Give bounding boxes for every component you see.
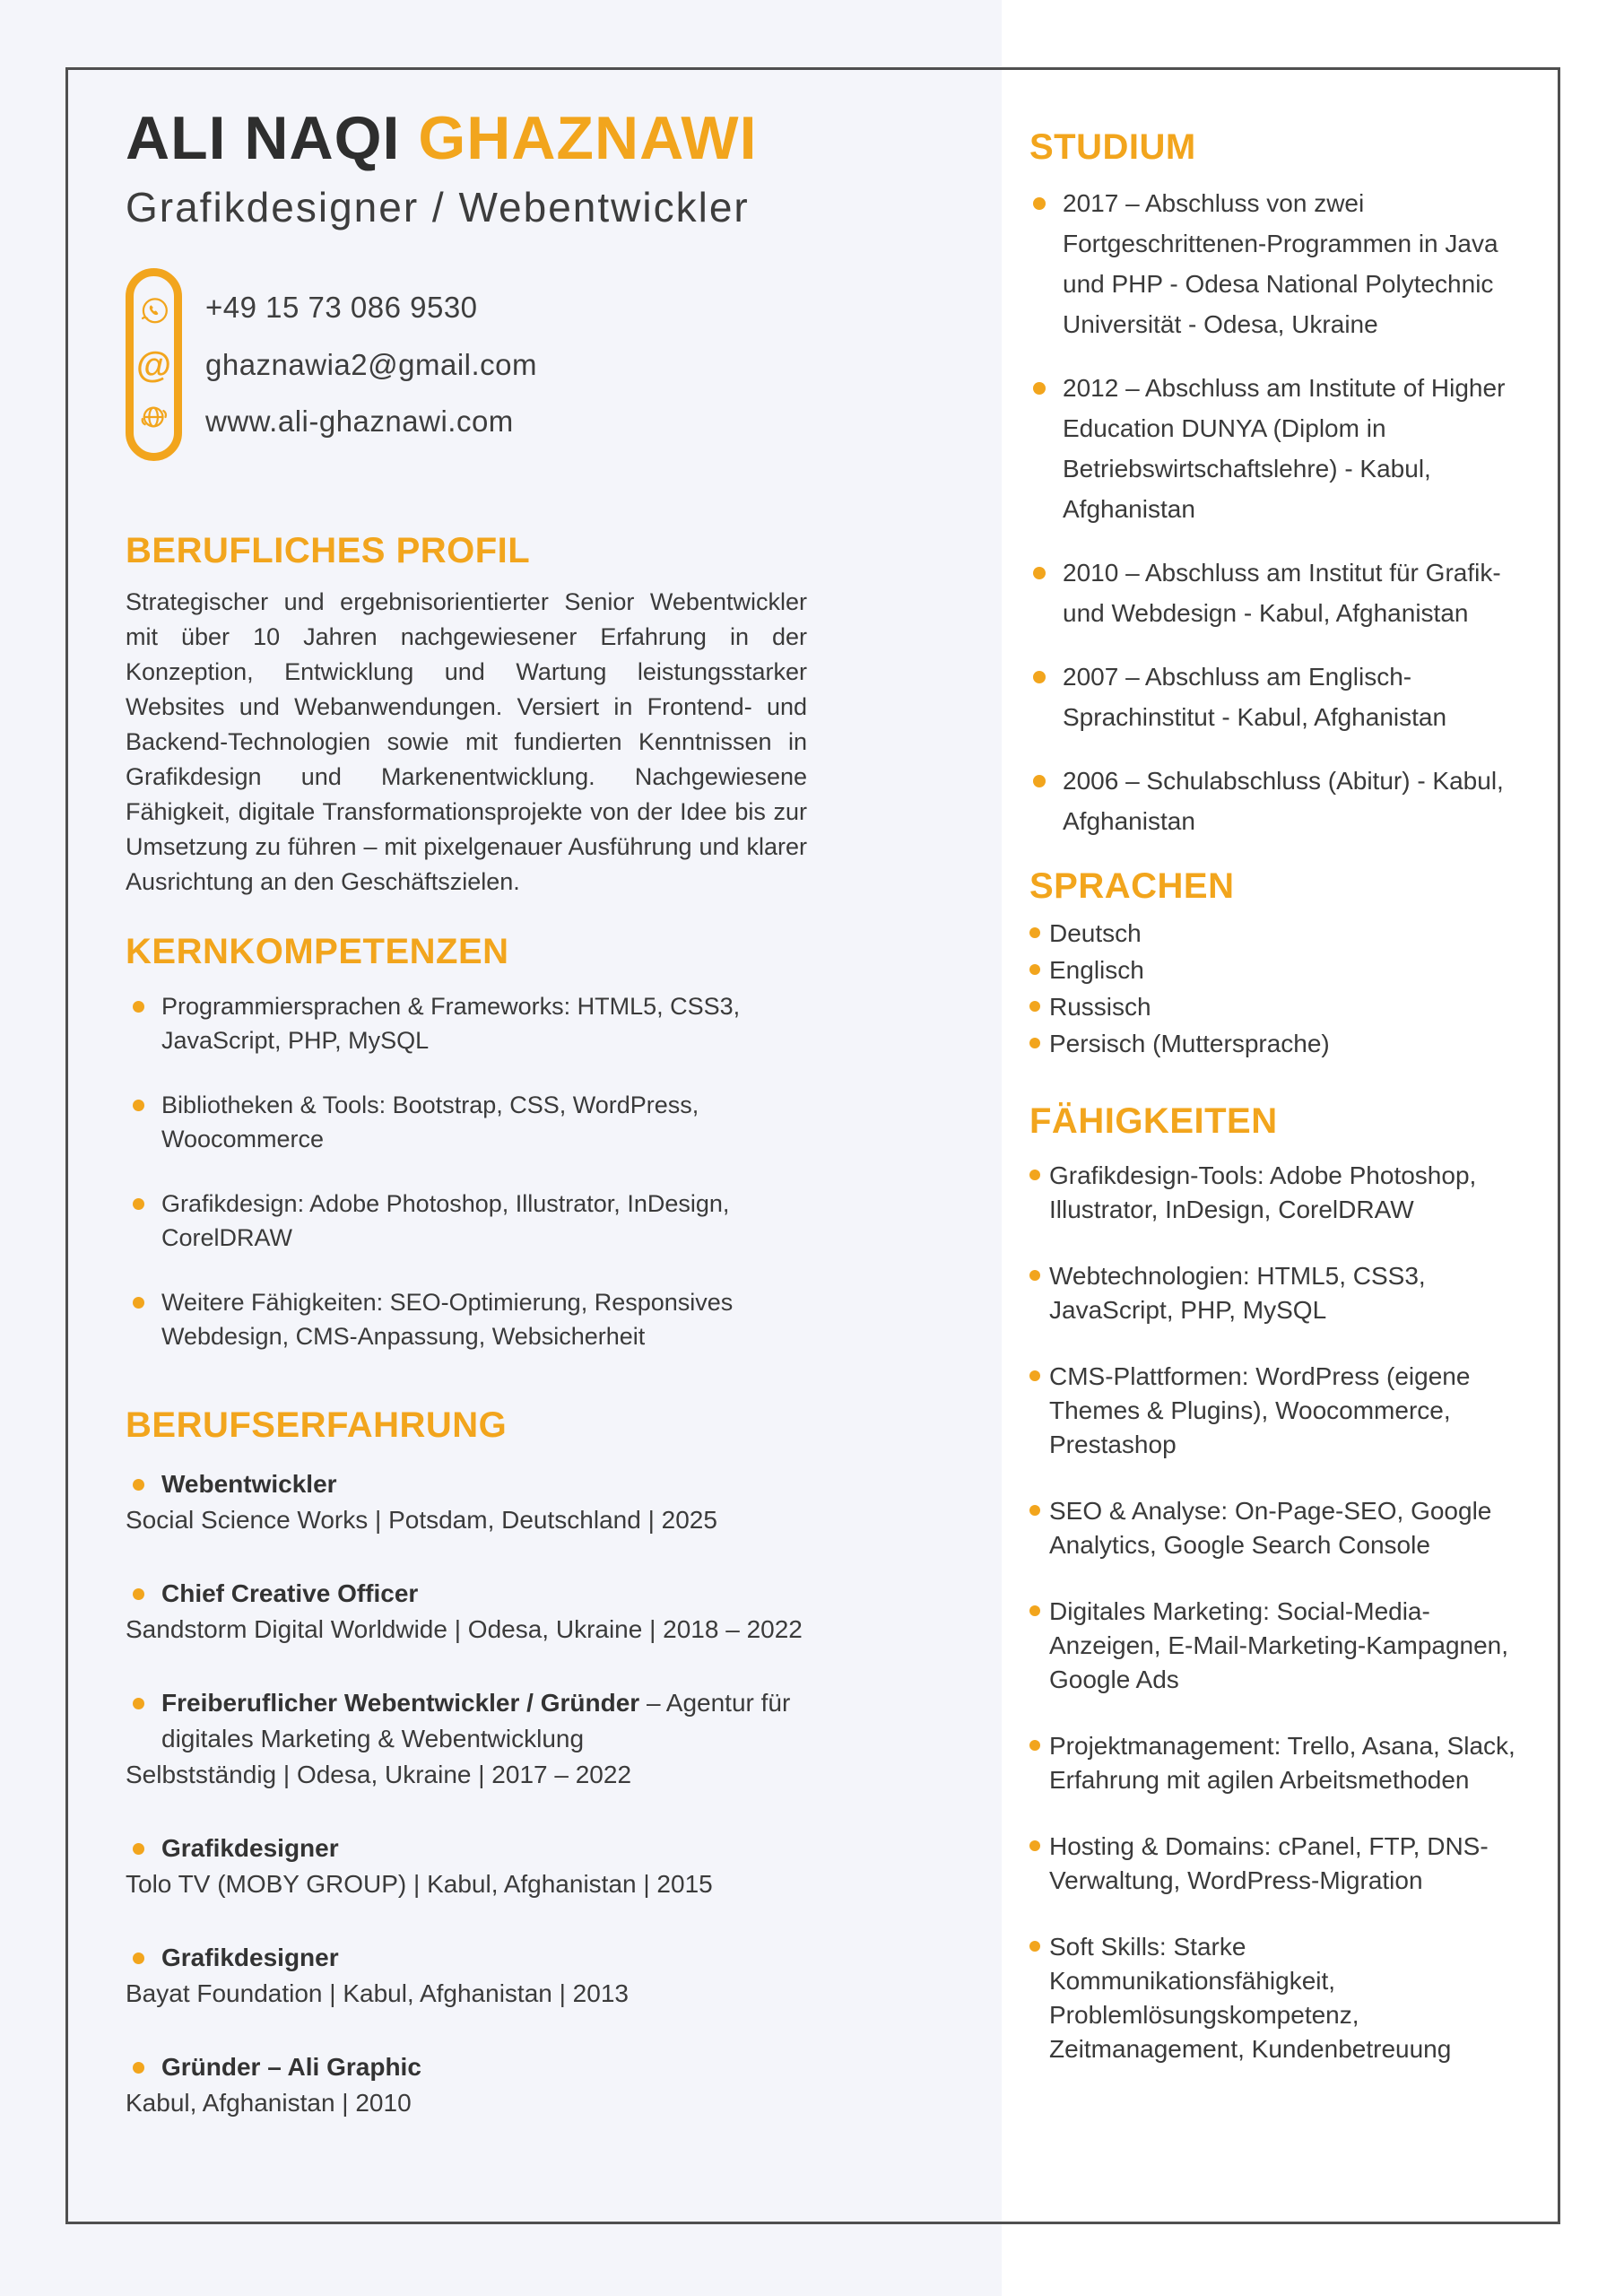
bullet-icon xyxy=(1033,671,1046,683)
bullet-icon xyxy=(1029,1270,1040,1281)
globe-icon xyxy=(137,400,171,434)
experience-meta: Bayat Foundation | Kabul, Afghanistan | 2013 xyxy=(126,1979,629,2008)
list-item: Programmiersprachen & Frameworks: HTML5, CSS3, JavaScript, PHP, MySQL xyxy=(126,989,834,1057)
bullet-icon xyxy=(133,1843,144,1855)
list-item: Grafikdesign-Tools: Adobe Photoshop, Illustrator, InDesign, CorelDRAW xyxy=(1029,1159,1532,1227)
experience-entry xyxy=(126,2049,915,2121)
bullet-icon xyxy=(133,1952,144,1964)
left-column xyxy=(126,104,915,2159)
bullet-icon xyxy=(133,1001,144,1013)
profil-paragraph: Strategischer und ergebnisorientierter Senior Webentwickler mit über 10 Jahren nachgewiesener Erfahrung in der Konzeption, Entwicklung und Wartung leistungsstarker Websites und Webanwendungen. Versiert in Frontend- und Backend-Technologien sowie mit fundierten Kenntnissen in Grafikdesign und Markenentwicklung. Nachgewiesene Fähigkeit, digitale Transformationsprojekte von der Idee bis zur Umsetzung zu führen – mit pixelgenauer Ausführung und klarer Ausrichtung an den Geschäftszielen. xyxy=(126,588,807,896)
contact-icon-pill xyxy=(126,268,182,461)
bullet-icon xyxy=(1029,1038,1040,1048)
at-icon: @ xyxy=(136,344,172,385)
contact-block xyxy=(126,268,915,461)
list-item: SEO & Analyse: On-Page-SEO, Google Analytics, Google Search Console xyxy=(1029,1494,1532,1562)
right-column xyxy=(1029,126,1532,2099)
bullet-icon xyxy=(1029,1170,1040,1180)
section-heading-sprachen: SPRACHEN xyxy=(1029,866,1235,906)
bullet-icon xyxy=(1029,1370,1040,1381)
experience-meta: Social Science Works | Potsdam, Deutschland | 2025 xyxy=(126,1506,717,1535)
list-item: Digitales Marketing: Social-Media-Anzeigen, E-Mail-Marketing-Kampagnen, Google Ads xyxy=(1029,1595,1532,1697)
list-item: Bibliotheken & Tools: Bootstrap, CSS, WordPress, Woocommerce xyxy=(126,1088,834,1156)
list-item: Hosting & Domains: cPanel, FTP, DNS-Verwaltung, WordPress-Migration xyxy=(1029,1830,1532,1898)
section-heading-kernkompetenzen: KERNKOMPETENZEN xyxy=(126,932,509,972)
experience-meta: Selbstständig | Odesa, Ukraine | 2017 – 2022 xyxy=(126,1761,632,1789)
list-item: Russisch xyxy=(1029,994,1532,1020)
bullet-icon xyxy=(133,1698,144,1709)
section-heading-berufliches-profil: BERUFLICHES PROFIL xyxy=(126,531,531,571)
faehigkeiten-list xyxy=(1029,1159,1532,2066)
list-item: CMS-Plattformen: WordPress (eigene Themes & Plugins), Woocommerce, Prestashop xyxy=(1029,1360,1532,1462)
person-name-last: GHAZNAWI xyxy=(418,104,758,172)
list-item: Weitere Fähigkeiten: SEO-Optimierung, Responsives Webdesign, CMS-Anpassung, Websicherheit xyxy=(126,1285,834,1353)
experience-title: Webentwickler xyxy=(126,1466,915,1502)
experience-entry xyxy=(126,1466,915,1538)
bullet-icon xyxy=(133,2062,144,2074)
bullet-icon xyxy=(1033,197,1046,210)
experience-title-line2: digitales Marketing & Webentwicklung xyxy=(161,1725,585,1753)
list-item: Webtechnologien: HTML5, CSS3, JavaScript, PHP, MySQL xyxy=(1029,1259,1532,1327)
list-item: Projektmanagement: Trello, Asana, Slack, Erfahrung mit agilen Arbeitsmethoden xyxy=(1029,1729,1532,1797)
bullet-icon xyxy=(1029,927,1040,938)
bullet-icon xyxy=(133,1479,144,1491)
experience-title: Grafikdesigner xyxy=(126,1831,915,1866)
experience-title: Grafikdesigner xyxy=(126,1940,915,1976)
contact-website[interactable]: www.ali-ghaznawi.com xyxy=(205,404,514,438)
bullet-icon xyxy=(133,1198,144,1210)
experience-title: Chief Creative Officer xyxy=(126,1576,915,1612)
bullet-icon xyxy=(133,1588,144,1600)
experience-meta: Tolo TV (MOBY GROUP) | Kabul, Afghanistan | 2015 xyxy=(126,1870,713,1899)
berufserfahrung-list xyxy=(126,1466,915,2121)
experience-entry xyxy=(126,1576,915,1648)
bullet-icon xyxy=(1029,1740,1040,1751)
bullet-icon xyxy=(1029,1605,1040,1616)
contact-lines xyxy=(205,268,537,461)
phone-icon xyxy=(137,295,171,329)
list-item: Persisch (Muttersprache) xyxy=(1029,1031,1532,1057)
bullet-icon xyxy=(133,1100,144,1111)
list-item: 2012 – Abschluss am Institute of Higher Education DUNYA (Diplom in Betriebswirtschaftslehre) - Kabul, Afghanistan xyxy=(1029,368,1532,529)
kernkompetenzen-list xyxy=(126,989,834,1353)
bullet-icon xyxy=(1029,1505,1040,1516)
bullet-icon xyxy=(1029,1840,1040,1851)
list-item: Soft Skills: Starke Kommunikationsfähigkeit, Problemlösungskompetenz, Zeitmanagement, Kundenbetreuung xyxy=(1029,1930,1532,2066)
experience-meta: Kabul, Afghanistan | 2010 xyxy=(126,2089,412,2118)
bullet-icon xyxy=(1029,1941,1040,1952)
experience-meta: Sandstorm Digital Worldwide | Odesa, Ukraine | 2018 – 2022 xyxy=(126,1615,803,1644)
person-name-first: ALI NAQI xyxy=(126,104,419,172)
experience-entry xyxy=(126,1940,915,2012)
studium-list xyxy=(1029,183,1532,841)
experience-title: Freiberuflicher Webentwickler / Gründer – Agentur für xyxy=(126,1685,915,1721)
sprachen-list xyxy=(1029,920,1532,1057)
person-name xyxy=(126,104,915,172)
bullet-icon xyxy=(1033,382,1046,395)
contact-phone: +49 15 73 086 9530 xyxy=(205,291,478,325)
person-job-title: Grafikdesigner / Webentwickler xyxy=(126,184,750,230)
section-heading-berufserfahrung: BERUFSERFAHRUNG xyxy=(126,1405,508,1446)
bullet-icon xyxy=(133,1297,144,1309)
bullet-icon xyxy=(1029,1001,1040,1012)
section-heading-faehigkeiten: FÄHIGKEITEN xyxy=(1029,1101,1278,1141)
experience-title: Gründer – Ali Graphic xyxy=(126,2049,915,2085)
section-heading-studium: STUDIUM xyxy=(1029,127,1196,167)
list-item: Grafikdesign: Adobe Photoshop, Illustrator, InDesign, CorelDRAW xyxy=(126,1187,834,1255)
bullet-icon xyxy=(1029,964,1040,975)
list-item: 2017 – Abschluss von zwei Fortgeschrittenen-Programmen in Java und PHP - Odesa National Polytechnic Universität - Odesa, Ukraine xyxy=(1029,183,1532,344)
list-item: 2007 – Abschluss am Englisch-Sprachinstitut - Kabul, Afghanistan xyxy=(1029,657,1532,737)
bullet-icon xyxy=(1033,567,1046,579)
bullet-icon xyxy=(1033,775,1046,787)
list-item: Deutsch xyxy=(1029,920,1532,946)
list-item: 2006 – Schulabschluss (Abitur) - Kabul, Afghanistan xyxy=(1029,761,1532,841)
list-item: Englisch xyxy=(1029,957,1532,983)
list-item: 2010 – Abschluss am Institut für Grafik- und Webdesign - Kabul, Afghanistan xyxy=(1029,552,1532,633)
experience-entry xyxy=(126,1685,915,1793)
experience-title-suffix: – Agentur für xyxy=(639,1689,791,1718)
experience-entry xyxy=(126,1831,915,1902)
contact-email[interactable]: ghaznawia2@gmail.com xyxy=(205,347,538,381)
